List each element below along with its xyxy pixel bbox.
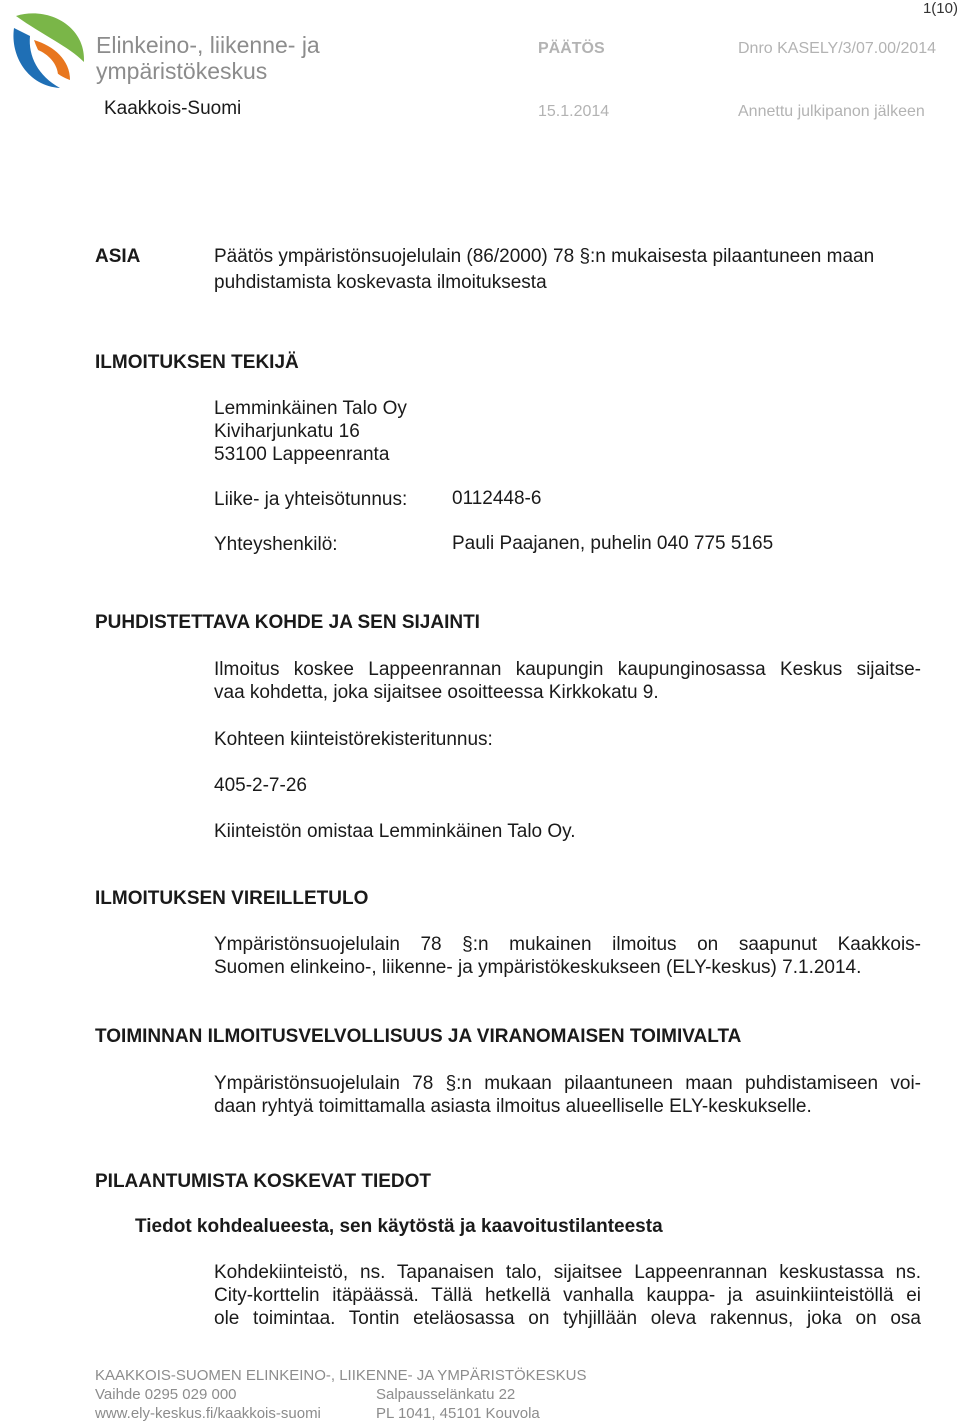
asia-line-2: puhdistamista koskevasta ilmoituksesta <box>214 272 547 293</box>
footer-org: KAAKKOIS-SUOMEN ELINKEINO-, LIIKENNE- JA YMPÄRISTÖKESKUS <box>95 1367 587 1384</box>
target-line-2: vaa kohdetta, joka sijaitsee osoitteessa Kirkkokatu 9. <box>214 682 659 703</box>
page-number: 1(10) <box>922 0 958 17</box>
region-name: Kaakkois-Suomi <box>104 98 242 119</box>
contact-value: Pauli Paajanen, puhelin 040 775 5165 <box>452 533 774 554</box>
registry-value: 405-2-7-26 <box>214 775 307 796</box>
ely-logo-icon <box>8 6 88 92</box>
footer-web-link[interactable]: www.ely-keskus.fi/kaakkois-suomi <box>95 1405 321 1422</box>
brand-name <box>96 32 320 84</box>
initiation-heading: ILMOITUKSEN VIREILLETULO <box>95 888 369 909</box>
asia-label: ASIA <box>95 246 141 267</box>
footer-po-box: PL 1041, 45101 Kouvola <box>376 1405 540 1422</box>
registry-label: Kohteen kiinteistörekisteritunnus: <box>214 729 493 750</box>
contamination-line-3: ole toimintaa. Tontin eteläosassa on tyhjillään oleva rakennus, joka on osa <box>214 1308 921 1329</box>
brand-line-2: ympäristökeskus <box>96 58 268 84</box>
contact-label: Yhteyshenkilö: <box>214 534 338 555</box>
notifier-street: Kiviharjunkatu 16 <box>214 421 360 442</box>
business-id-label: Liike- ja yhteisötunnus: <box>214 489 408 510</box>
owner-text: Kiinteistön omistaa Lemminkäinen Talo Oy. <box>214 821 576 842</box>
target-heading: PUHDISTETTAVA KOHDE JA SEN SIJAINTI <box>95 612 480 633</box>
footer-street: Salpausselänkatu 22 <box>376 1386 516 1403</box>
publication-note: Annettu julkipanon jälkeen <box>738 103 925 120</box>
contamination-heading: PILAANTUMISTA KOSKEVAT TIEDOT <box>95 1171 432 1192</box>
authority-line-1: Ympäristönsuojelulain 78 §:n mukaan pilaantuneen maan puhdistamiseen voi- <box>214 1073 921 1094</box>
document-number: Dnro KASELY/3/07.00/2014 <box>738 40 937 57</box>
target-line-1: Ilmoitus koskee Lappeenrannan kaupungin kaupunginosassa Keskus sijaitse- <box>214 659 921 680</box>
notifier-company: Lemminkäinen Talo Oy <box>214 398 407 419</box>
contamination-line-1: Kohdekiinteistö, ns. Tapanaisen talo, sijaitsee Lappeenrannan keskustassa ns. <box>214 1262 921 1283</box>
authority-line-2: daan ryhtyä toimittamalla asiasta ilmoitus alueelliselle ELY-keskukselle. <box>214 1096 812 1117</box>
notifier-heading: ILMOITUKSEN TEKIJÄ <box>95 352 299 373</box>
initiation-line-1: Ympäristönsuojelulain 78 §:n mukainen ilmoitus on saapunut Kaakkois- <box>214 934 921 955</box>
notifier-city: 53100 Lappeenranta <box>214 444 390 465</box>
document-type: PÄÄTÖS <box>538 40 605 57</box>
asia-line-1: Päätös ympäristönsuojelulain (86/2000) 78 §:n mukaisesta pilaantuneen maan <box>214 246 875 267</box>
document-date: 15.1.2014 <box>538 103 610 120</box>
contamination-subheading: Tiedot kohdealueesta, sen käytöstä ja kaavoitustilanteesta <box>135 1216 663 1237</box>
footer-phone: Vaihde 0295 029 000 <box>95 1386 237 1403</box>
brand-line-1: Elinkeino-, liikenne- ja <box>96 32 320 58</box>
contamination-line-2: City-korttelin itäpäässä. Tällä hetkellä vanhalla kauppa- ja asuinkiinteistöllä ei <box>214 1285 921 1306</box>
business-id-value: 0112448-6 <box>452 488 542 509</box>
authority-heading: TOIMINNAN ILMOITUSVELVOLLISUUS JA VIRANOMAISEN TOIMIVALTA <box>95 1026 742 1047</box>
initiation-line-2: Suomen elinkeino-, liikenne- ja ympäristökeskukseen (ELY-keskus) 7.1.2014. <box>214 957 862 978</box>
